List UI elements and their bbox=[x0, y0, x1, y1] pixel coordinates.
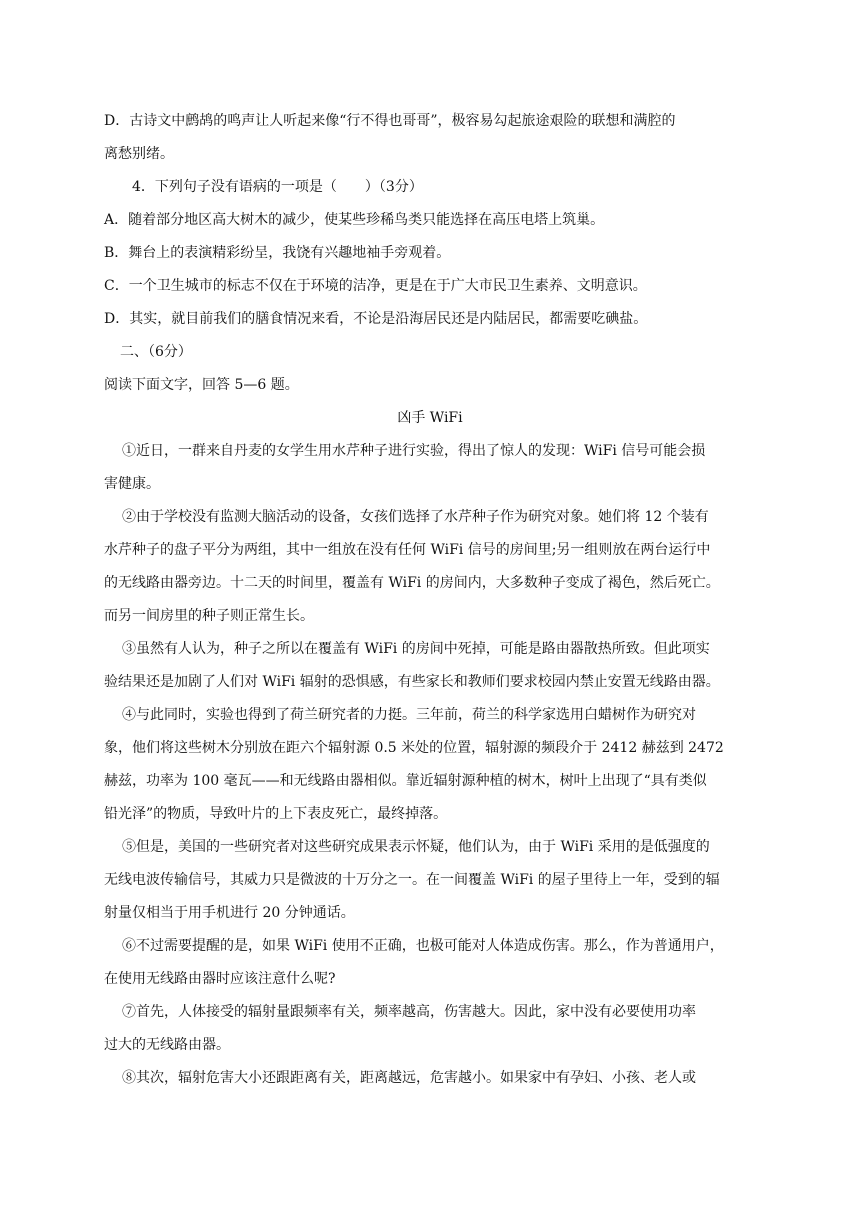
paragraph-4-line-4: 铅光泽”的物质，导致叶片的上下表皮死亡，最终掉落。 bbox=[104, 806, 448, 822]
option-d-line-1: D．古诗文中鹧鸪的鸣声让人听起来像“行不得也哥哥”，极容易勾起旅途艰险的联想和满腔的 bbox=[104, 113, 676, 129]
paragraph-1-line-1: ①近日，一群来自丹麦的女学生用水芹种子进行实验，得出了惊人的发现：WiFi 信号可能会损 bbox=[122, 443, 706, 459]
paragraph-2-line-4: 而另一间房里的种子则正常生长。 bbox=[104, 608, 314, 624]
paragraph-2-line-2: 水芹种子的盘子平分为两组，其中一组放在没有任何 WiFi 信号的房间里;另一组则放在两台运行中 bbox=[104, 542, 711, 558]
paragraph-7-line-2: 过大的无线路由器。 bbox=[104, 1037, 230, 1053]
paragraph-4-line-2: 象，他们将这些树木分别放在距六个辐射源 0.5 米处的位置，辐射源的频段介于 2412 赫兹到 2472 bbox=[104, 740, 724, 756]
option-d-line-2: 离愁别绪。 bbox=[104, 146, 174, 162]
paragraph-5-line-1: ⑤但是，美国的一些研究者对这些研究成果表示怀疑，他们认为，由于 WiFi 采用的是低强度的 bbox=[122, 839, 710, 855]
paragraph-6-line-2: 在使用无线路由器时应该注意什么呢? bbox=[104, 971, 336, 987]
paragraph-1-line-2: 害健康。 bbox=[104, 476, 160, 492]
paragraph-3-line-2: 验结果还是加剧了人们对 WiFi 辐射的恐惧感，有些家长和教师们要求校园内禁止安置无线路由器。 bbox=[104, 674, 720, 690]
paragraph-4-line-1: ④与此同时，实验也得到了荷兰研究者的力挺。三年前，荷兰的科学家选用白蜡树作为研究对 bbox=[122, 707, 696, 723]
reading-instruction: 阅读下面文字，回答 5—6 题。 bbox=[104, 377, 299, 393]
section-heading: 二、（6分） bbox=[120, 344, 192, 360]
paragraph-3-line-1: ③虽然有人认为，种子之所以在覆盖有 WiFi 的房间中死掉，可能是路由器散热所致。但此项实 bbox=[122, 641, 710, 657]
paragraph-5-line-3: 射量仅相当于用手机进行 20 分钟通话。 bbox=[104, 905, 355, 921]
question-4: 4．下列句子没有语病的一项是（ ）（3分） bbox=[132, 179, 423, 195]
paragraph-2-line-3: 的无线路由器旁边。十二天的时间里，覆盖有 WiFi 的房间内，大多数种子变成了褐色，然后死亡。 bbox=[104, 575, 720, 591]
option-b: B．舞台上的表演精彩纷呈，我饶有兴趣地袖手旁观着。 bbox=[104, 245, 451, 261]
paragraph-4-line-3: 赫兹，功率为 100 毫瓦——和无线路由器相似。靠近辐射源种植的树木，树叶上出现了“具有类似 bbox=[104, 773, 707, 789]
paragraph-8-line-1: ⑧其次，辐射危害大小还跟距离有关，距离越远，危害越小。如果家中有孕妇、小孩、老人或 bbox=[122, 1070, 696, 1086]
option-a: A．随着部分地区高大树木的减少，使某些珍稀鸟类只能选择在高压电塔上筑巢。 bbox=[104, 212, 605, 228]
paragraph-6-line-1: ⑥不过需要提醒的是，如果 WiFi 使用不正确，也极可能对人体造成伤害。那么，作为普通用户， bbox=[122, 938, 724, 954]
option-c: C．一个卫生城市的标志不仅在于环境的洁净，更是在于广大市民卫生素养、文明意识。 bbox=[104, 278, 647, 294]
paragraph-5-line-2: 无线电波传输信号，其威力只是微波的十万分之一。在一间覆盖 WiFi 的屋子里待上一年，受到的辐 bbox=[104, 872, 720, 888]
option-d: D．其实，就目前我们的膳食情况来看，不论是沿海居民还是内陆居民，都需要吃碘盐。 bbox=[104, 311, 648, 327]
paragraph-7-line-1: ⑦首先，人体接受的辐射量跟频率有关，频率越高，伤害越大。因此，家中没有必要使用功率 bbox=[122, 1004, 696, 1020]
paragraph-2-line-1: ②由于学校没有监测大脑活动的设备，女孩们选择了水芹种子作为研究对象。她们将 12 个装有 bbox=[122, 509, 709, 525]
article-title: 凶手 WiFi bbox=[397, 410, 463, 426]
